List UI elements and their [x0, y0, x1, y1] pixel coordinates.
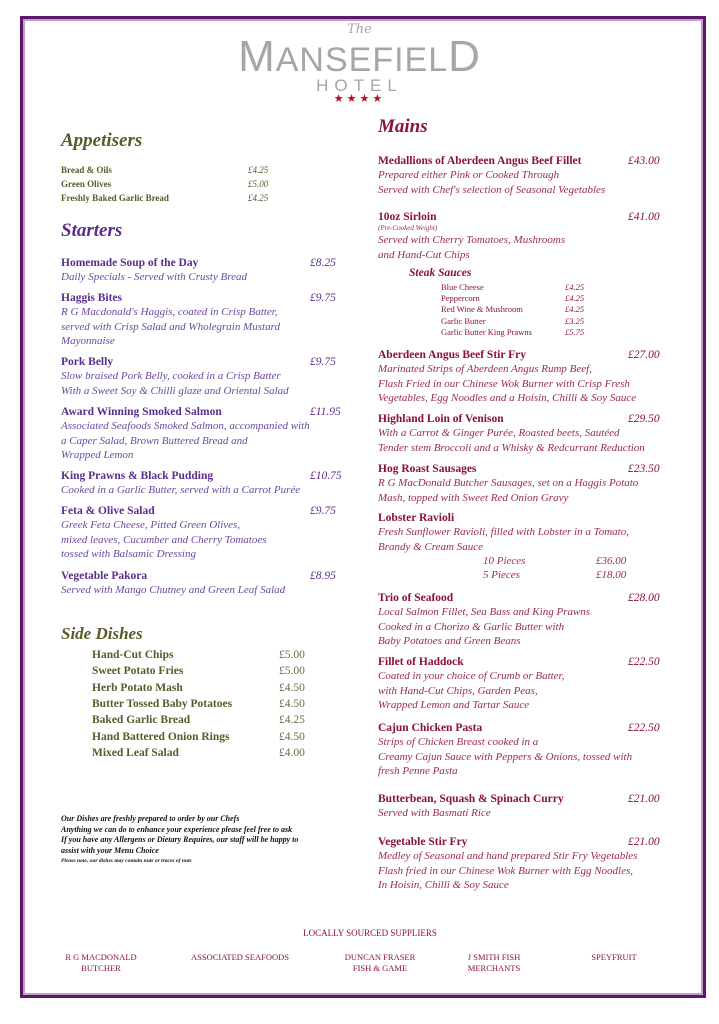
- item-name: Green Olives: [61, 179, 112, 189]
- item-price: £9.75: [310, 356, 336, 368]
- item-price: £4.50: [279, 730, 305, 743]
- item-price: £4.25: [248, 165, 269, 175]
- logo-the: The: [347, 22, 372, 37]
- item-price: £21.00: [628, 793, 660, 805]
- main-item: [378, 348, 688, 405]
- item-name: Butter Tossed Baby Potatoes: [92, 697, 233, 710]
- item-price: £9.75: [310, 292, 336, 304]
- item-price: £21.00: [628, 836, 660, 848]
- item-name: Hog Roast Sausages: [378, 463, 477, 475]
- supplier-line: J SMITH FISH: [467, 952, 521, 962]
- item-name: Award Winning Smoked Salmon: [61, 406, 222, 418]
- main-item: [378, 721, 688, 778]
- item-description: Brandy & Cream Sauce: [378, 540, 483, 553]
- item-description: Coated in your choice of Crumb or Batter,: [378, 670, 565, 683]
- item-price: £5.00: [279, 665, 305, 678]
- appetiser-item: [61, 193, 269, 203]
- portion-price: £36.00: [596, 554, 627, 567]
- side-dish-item: [92, 681, 305, 694]
- steak-sauces-heading: Steak Sauces: [409, 267, 472, 279]
- logo-hotel: HOTEL: [316, 76, 403, 95]
- item-price: £43.00: [628, 155, 660, 167]
- item-name: Vegetable Pakora: [61, 570, 148, 582]
- main-item: [378, 835, 688, 892]
- item-description: Fresh Sunflower Ravioli, filled with Lobster in a Tomato,: [378, 526, 629, 539]
- item-description: Cooked in a Chorizo & Garlic Butter with: [378, 620, 565, 633]
- item-price: £4.25: [565, 282, 585, 292]
- allergen-note: assist with your Menu Choice: [61, 845, 159, 855]
- item-name: Hand-Cut Chips: [92, 649, 174, 661]
- item-name: Baked Garlic Bread: [92, 714, 191, 727]
- item-name: Red Wine & Mushroom: [441, 304, 523, 315]
- item-description: Slow braised Pork Belly, cooked in a Crisp Batter: [61, 370, 281, 383]
- item-name: Homemade Soup of the Day: [61, 257, 199, 269]
- supplier: [31, 952, 171, 974]
- logo-letters: ANSEFIEL: [275, 41, 449, 79]
- side-dish-item: [92, 649, 305, 661]
- item-description: Creamy Cajun Sauce with Peppers & Onions, tossed with: [378, 750, 633, 763]
- item-description: served with Crisp Salad and Wholegrain Mustard: [61, 320, 280, 333]
- item-name: Highland Loin of Venison: [378, 413, 504, 425]
- item-name: Medallions of Aberdeen Angus Beef Fillet: [378, 155, 582, 167]
- item-name: Hand Battered Onion Rings: [92, 730, 230, 743]
- item-description: Served with Basmati Rice: [378, 807, 491, 820]
- supplier: [170, 952, 310, 963]
- item-description: Wrapped Lemon and Tartar Sauce: [378, 698, 530, 711]
- allergen-note: If you have any Allergens or Dietary Requires, our staff will be happy to: [61, 835, 299, 844]
- main-item: [378, 154, 688, 197]
- appetiser-item: [61, 165, 269, 175]
- item-name: King Prawns & Black Pudding: [61, 470, 214, 482]
- logo-letter: M: [238, 32, 276, 81]
- steak-sauce-item: [441, 326, 585, 337]
- main-item: [378, 792, 688, 821]
- item-description: Flash Fried in our Chinese Wok Burner with Crisp Fresh: [378, 377, 630, 390]
- item-description: Served with Mango Chutney and Green Leaf Salad: [61, 584, 286, 597]
- item-price: £5.00: [248, 179, 269, 189]
- starter-item: [61, 355, 351, 398]
- item-price: £22.50: [628, 722, 660, 734]
- item-description: Daily Specials - Served with Crusty Bread: [61, 271, 247, 284]
- supplier: [424, 952, 564, 974]
- item-price: £9.75: [310, 505, 336, 517]
- item-price: £5.75: [565, 326, 585, 337]
- main-item: [378, 655, 688, 712]
- supplier-line: MERCHANTS: [467, 963, 521, 973]
- item-price: £28.00: [628, 592, 660, 604]
- item-description: Local Salmon Fillet, Sea Bass and King Prawns: [378, 606, 591, 619]
- item-description: Tender stem Broccoli and a Whisky & Redcurrant Reduction: [378, 441, 645, 454]
- item-description: Associated Seafoods Smoked Salmon, accompanied with: [61, 420, 310, 433]
- item-name: Pork Belly: [61, 356, 114, 368]
- steak-sauce-item: [441, 315, 585, 326]
- item-description: tossed with Balsamic Dressing: [61, 547, 196, 560]
- item-description: Prepared either Pink or Cooked Through: [378, 169, 560, 182]
- allergen-note: Anything we can do to enhance your experience please feel free to ask: [61, 824, 293, 834]
- item-description: fresh Penne Pasta: [378, 764, 458, 777]
- item-price: £4.25: [248, 193, 269, 203]
- item-name: Garlic Butter: [441, 315, 486, 326]
- item-name: Sweet Potato Fries: [92, 665, 184, 678]
- item-price: £4.25: [565, 293, 585, 304]
- side-dishes-heading: Side Dishes: [61, 624, 143, 643]
- item-note: (Pre-Cooked Weight): [378, 224, 438, 233]
- portion-label: 10 Pieces: [483, 554, 526, 567]
- supplier-line: BUTCHER: [81, 963, 121, 973]
- main-item: [378, 591, 688, 648]
- supplier-line: DUNCAN FRASER: [344, 952, 416, 962]
- starter-item: [61, 569, 351, 598]
- item-description: with Hand-Cut Chips, Garden Peas,: [378, 684, 538, 697]
- item-name: Aberdeen Angus Beef Stir Fry: [378, 349, 527, 361]
- item-description: mixed leaves, Cucumber and Cherry Tomatoes: [61, 533, 267, 546]
- item-price: £10.75: [310, 470, 342, 482]
- item-price: £11.95: [310, 406, 341, 418]
- item-description: Mash, topped with Sweet Red Onion Gravy: [378, 491, 569, 504]
- item-price: £4.25: [565, 304, 585, 315]
- supplier: [544, 952, 684, 963]
- portion-label: 5 Pieces: [483, 569, 520, 582]
- item-price: £8.95: [310, 570, 336, 582]
- item-description: and Hand-Cut Chips: [378, 248, 470, 261]
- allergen-note: Our Dishes are freshly prepared to order by our Chefs: [61, 814, 240, 823]
- item-name: Blue Cheese: [441, 282, 484, 292]
- starter-item: [61, 256, 351, 285]
- item-name: 10oz Sirloin: [378, 211, 437, 223]
- item-price: £27.00: [628, 349, 660, 361]
- appetiser-item: [61, 179, 269, 189]
- item-description: Wrapped Lemon: [61, 448, 134, 461]
- star-rating-icon: ★★★★: [333, 93, 386, 105]
- item-description: Vegetables, Egg Noodles and a Hoisin, Chilli & Soy Sauce: [378, 391, 637, 404]
- main-item: [378, 511, 688, 582]
- item-description: Served with Cherry Tomatoes, Mushrooms: [378, 234, 566, 247]
- side-dish-item: [92, 665, 305, 678]
- portion-option: [378, 554, 688, 568]
- item-description: a Caper Salad, Brown Buttered Bread and: [61, 434, 248, 447]
- item-price: £4.25: [279, 714, 305, 727]
- item-description: Served with Chef's selection of Seasonal Vegetables: [378, 183, 606, 196]
- item-name: Lobster Ravioli: [378, 512, 455, 524]
- item-name: Freshly Baked Garlic Bread: [61, 193, 169, 203]
- item-price: £22.50: [628, 656, 660, 668]
- item-name: Feta & Olive Salad: [61, 505, 155, 517]
- suppliers-heading: LOCALLY SOURCED SUPPLIERS: [303, 928, 437, 938]
- logo-name: [0, 32, 719, 82]
- item-name: Herb Potato Mash: [92, 681, 183, 694]
- item-description: Mayonnaise: [61, 334, 115, 347]
- item-price: £3.25: [565, 315, 585, 326]
- appetisers-heading: Appetisers: [61, 130, 143, 151]
- item-name: Fillet of Haddock: [378, 656, 464, 668]
- supplier-line: R G MACDONALD: [65, 952, 137, 962]
- steak-sauce-item: [441, 304, 585, 315]
- item-name: Bread & Oils: [61, 165, 112, 175]
- item-description: With a Sweet Soy & Chilli glaze and Oriental Salad: [61, 384, 289, 397]
- starters-heading: Starters: [61, 220, 123, 241]
- item-price: £4.50: [279, 697, 305, 710]
- mains-heading: Mains: [378, 116, 428, 137]
- item-price: £8.25: [310, 257, 336, 269]
- portion-price: £18.00: [596, 569, 627, 582]
- item-name: Butterbean, Squash & Spinach Curry: [378, 793, 564, 805]
- starter-item: [61, 405, 351, 462]
- item-description: R G Macdonald's Haggis, coated in Crisp Batter,: [61, 306, 278, 319]
- item-price: £29.50: [628, 413, 660, 425]
- item-price: £4.00: [279, 746, 305, 759]
- main-item: [378, 462, 688, 505]
- starter-item: [61, 504, 351, 561]
- item-description: Cooked in a Garlic Butter, served with a Carrot Purée: [61, 484, 301, 497]
- supplier-line: ASSOCIATED SEAFOODS: [190, 952, 289, 962]
- side-dish-item: [92, 730, 305, 743]
- item-name: Garlic Butter King Prawns: [441, 326, 532, 337]
- supplier-line: SPEYFRUIT: [591, 952, 637, 962]
- main-item: [378, 412, 688, 455]
- steak-sauce-item: [441, 293, 585, 304]
- item-description: Medley of Seasonal and hand prepared Stir Fry Vegetables: [378, 850, 638, 863]
- item-name: Mixed Leaf Salad: [92, 746, 179, 759]
- item-description: Marinated Strips of Aberdeen Angus Rump Beef,: [378, 363, 592, 376]
- side-dish-item: [92, 697, 305, 710]
- item-description: With a Carrot & Ginger Purée, Roasted beets, Sautéed: [378, 427, 620, 440]
- item-name: Cajun Chicken Pasta: [378, 722, 483, 734]
- item-description: Greek Feta Cheese, Pitted Green Olives,: [61, 519, 241, 532]
- item-name: Trio of Seafood: [378, 592, 454, 604]
- item-price: £41.00: [628, 211, 660, 223]
- item-name: Peppercorn: [441, 293, 480, 304]
- item-description: In Hoisin, Chilli & Soy Sauce: [378, 878, 509, 891]
- item-price: £5.00: [279, 649, 305, 661]
- nuts-note: Please note, our dishes may contain nuts or traces of nuts: [61, 858, 192, 864]
- item-price: £23.50: [628, 463, 660, 475]
- item-price: £4.50: [279, 681, 305, 694]
- side-dish-item: [92, 746, 305, 759]
- side-dish-item: [92, 714, 305, 727]
- supplier-line: FISH & GAME: [352, 963, 408, 973]
- steak-sauce-item: [441, 282, 585, 292]
- item-description: Baby Potatoes and Green Beans: [378, 634, 521, 647]
- portion-option: [378, 568, 688, 582]
- item-description: Flash fried in our Chinese Wok Burner with Egg Noodles,: [378, 864, 634, 877]
- main-item: [378, 210, 688, 262]
- starter-item: [61, 469, 351, 498]
- item-description: Strips of Chicken Breast cooked in a: [378, 736, 539, 749]
- starter-item: [61, 291, 351, 348]
- logo-letter: D: [448, 32, 481, 81]
- item-name: Vegetable Stir Fry: [378, 836, 468, 848]
- item-name: Haggis Bites: [61, 292, 123, 304]
- item-description: R G MacDonald Butcher Sausages, set on a Haggis Potato: [378, 477, 639, 490]
